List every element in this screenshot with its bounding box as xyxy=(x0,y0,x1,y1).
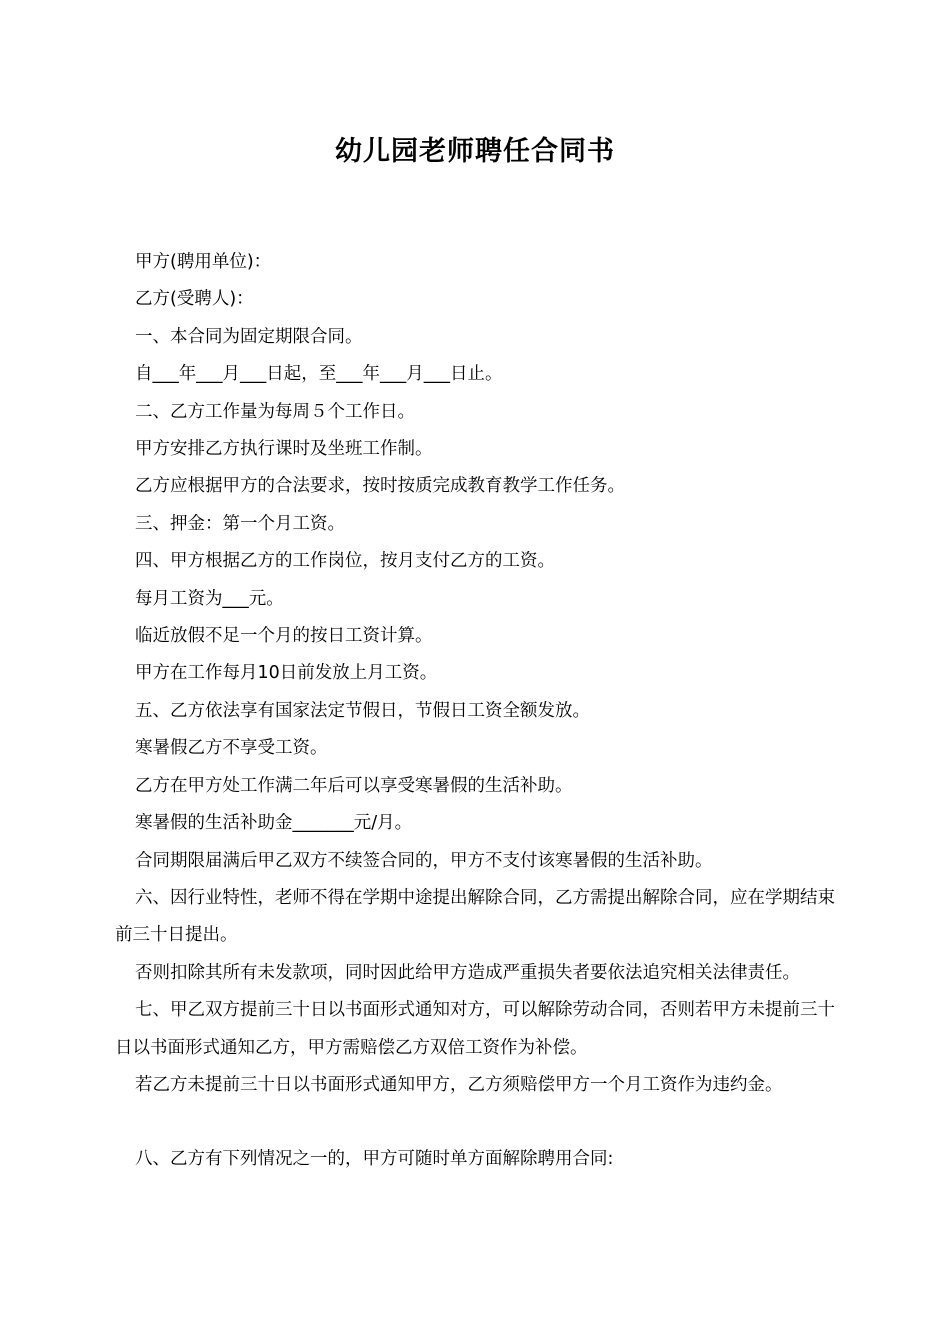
paragraph-term-dates: 自___年___月___日起，至___年___月___日止。 xyxy=(135,364,503,385)
paragraph-clause-4: 四、甲方根据乙方的工作岗位，按月支付乙方的工资。 xyxy=(135,551,555,572)
paragraph-monthly-salary: 每月工资为___元。 xyxy=(135,588,284,609)
paragraph-clause-2: 二、乙方工作量为每周５个工作日。 xyxy=(135,401,415,422)
paragraph-clause-7: 七、甲乙双方提前三十日以书面形式通知对方，可以解除劳动合同，否则若甲方未提前三十日以书面形式通知乙方，甲方需赔偿乙方双倍工资作为补偿。 xyxy=(115,1000,835,1058)
paragraph-work-schedule: 甲方安排乙方执行课时及坐班工作制。 xyxy=(135,439,433,460)
paragraph-vacation-subsidy: 乙方在甲方处工作满二年后可以享受寒暑假的生活补助。 xyxy=(135,775,573,796)
paragraph-clause-8: 八、乙方有下列情况之一的，甲方可随时单方面解除聘用合同: xyxy=(135,1149,614,1170)
document-body xyxy=(115,244,845,1179)
paragraph-pay-date: 甲方在工作每月10日前发放上月工资。 xyxy=(135,663,438,684)
paragraph-daily-salary: 临近放假不足一个月的按日工资计算。 xyxy=(135,626,433,647)
paragraph-duties: 乙方应根据甲方的合法要求，按时按质完成教育教学工作任务。 xyxy=(135,476,625,497)
paragraph-breach-fee: 若乙方未提前三十日以书面形式通知甲方，乙方须赔偿甲方一个月工资作为违约金。 xyxy=(135,1074,783,1095)
paragraph-clause-5: 五、乙方依法享有国家法定节假日，节假日工资全额发放。 xyxy=(135,700,590,721)
document-title: 幼儿园老师聘任合同书 xyxy=(335,136,615,167)
paragraph-party-b: 乙方(受聘人)： xyxy=(135,289,254,310)
paragraph-clause-3: 三、押金：第一个月工资。 xyxy=(135,513,345,534)
paragraph-party-a: 甲方(聘用单位)： xyxy=(135,252,272,272)
paragraph-clause-1: 一、本合同为固定期限合同。 xyxy=(135,326,363,347)
paragraph-spacer xyxy=(115,1104,845,1141)
paragraph-penalty: 否则扣除其所有未发款项，同时因此给甲方造成严重损失者要依法追究相关法律责任。 xyxy=(135,962,800,983)
paragraph-vacation-no-pay: 寒暑假乙方不享受工资。 xyxy=(135,738,328,759)
paragraph-clause-6: 六、因行业特性，老师不得在学期中途提出解除合同，乙方需提出解除合同，应在学期结束前三十日提出。 xyxy=(115,887,835,946)
paragraph-subsidy-amount: 寒暑假的生活补助金_______元/月。 xyxy=(135,813,413,834)
paragraph-no-renewal: 合同期限届满后甲乙双方不续签合同的，甲方不支付该寒暑假的生活补助。 xyxy=(135,850,713,871)
